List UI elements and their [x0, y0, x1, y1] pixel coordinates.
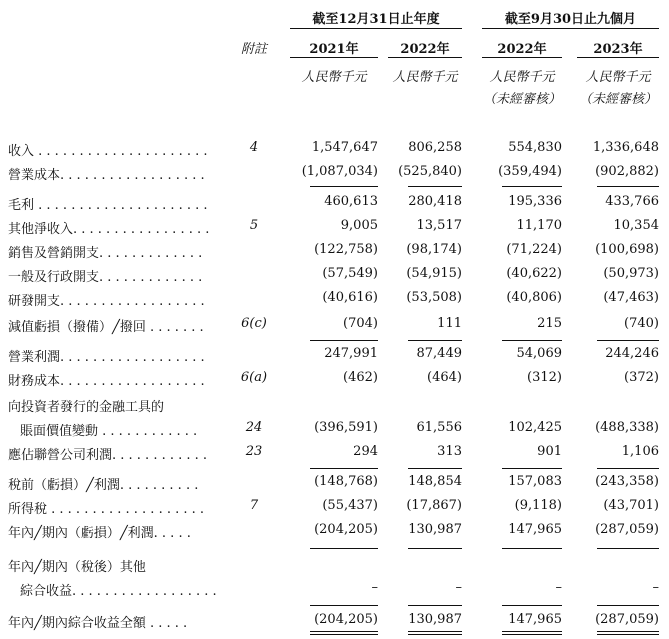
row-value: 1,336,648	[592, 140, 659, 155]
row-value: (50,973)	[603, 266, 659, 281]
double-rule	[310, 631, 378, 632]
row-label: 其他淨收入. . . . . . . . . . . . . . . . .	[8, 222, 210, 237]
subtotal-rule	[408, 340, 462, 341]
group1-rule	[290, 28, 462, 29]
row-value: (396,591)	[314, 420, 378, 435]
row-value: –	[371, 580, 378, 595]
year-header-4: 2023年	[593, 42, 643, 57]
row-note: 24	[245, 420, 263, 435]
row-value: (359,494)	[498, 164, 562, 179]
subtotal-rule	[408, 468, 462, 469]
row-note: 6(c)	[241, 316, 267, 331]
subtotal-rule	[408, 186, 462, 187]
subtotal-rule	[310, 468, 378, 469]
row-value: (98,174)	[406, 242, 462, 257]
year-rule-4	[577, 57, 659, 58]
row-value: (204,205)	[314, 612, 378, 627]
row-value: 9,005	[340, 218, 378, 233]
row-label: 營業成本. . . . . . . . . . . . . . . . . .	[8, 168, 205, 183]
row-value: (287,059)	[595, 612, 659, 627]
row-note: 4	[249, 140, 259, 155]
subtotal-rule	[502, 340, 562, 341]
row-value: 61,556	[416, 420, 462, 435]
row-label: 毛利 . . . . . . . . . . . . . . . . . . . . .	[8, 198, 208, 213]
row-value: (287,059)	[595, 522, 659, 537]
row-value: 313	[437, 444, 462, 459]
row-label: 稅前（虧損）╱利潤. . . . . . . . . .	[8, 478, 199, 493]
row-value: (525,840)	[398, 164, 462, 179]
row-value: 147,965	[508, 612, 562, 627]
subtotal-rule	[310, 186, 378, 187]
row-value: 244,246	[605, 346, 659, 361]
row-value: 87,449	[416, 346, 462, 361]
row-value: 901	[537, 444, 562, 459]
row-value: 157,083	[508, 474, 562, 489]
row-value: (122,758)	[314, 242, 378, 257]
row-value: 1,106	[621, 444, 659, 459]
row-value: 247,991	[324, 346, 378, 361]
subtotal-rule	[597, 340, 659, 341]
unit-header-2: 人民幣千元	[392, 70, 458, 85]
row-value: (243,358)	[595, 474, 659, 489]
column-group-nine-months: 截至9月30日止九個月	[504, 12, 637, 27]
row-value: 147,965	[508, 522, 562, 537]
subtotal-rule	[502, 605, 562, 606]
row-value: 130,987	[408, 612, 462, 627]
row-label: 銷售及營銷開支. . . . . . . . . . . . .	[8, 246, 203, 261]
row-value: (17,867)	[406, 498, 462, 513]
row-note: 23	[245, 444, 263, 459]
row-value: (148,768)	[314, 474, 378, 489]
row-value: (43,701)	[603, 498, 659, 513]
row-value: 148,854	[408, 474, 462, 489]
row-value: (9,118)	[514, 498, 562, 513]
row-value: 102,425	[508, 420, 562, 435]
row-value: (372)	[624, 370, 659, 385]
row-value: (40,616)	[322, 290, 378, 305]
double-rule	[502, 634, 562, 635]
subtotal-rule	[597, 468, 659, 469]
row-label: 應佔聯營公司利潤. . . . . . . . . . . .	[8, 448, 208, 463]
row-label: 賬面價值變動 . . . . . . . . . . . .	[20, 424, 198, 439]
row-value: –	[555, 580, 562, 595]
row-label: 研發開支. . . . . . . . . . . . . . . . . .	[8, 294, 205, 309]
unaudited-header-3: （未經審核）	[482, 92, 561, 107]
year-rule-2	[388, 57, 462, 58]
row-value: (1,087,034)	[301, 164, 378, 179]
row-note: 6(a)	[240, 370, 268, 385]
unaudited-header-4: （未經審核）	[578, 92, 657, 107]
subtotal-rule	[502, 468, 562, 469]
row-value: (312)	[527, 370, 562, 385]
row-label: 營業利潤. . . . . . . . . . . . . . . . . .	[8, 350, 205, 365]
row-value: 111	[437, 316, 462, 331]
row-value: (100,698)	[595, 242, 659, 257]
row-label: 所得稅 . . . . . . . . . . . . . . . . . . .	[8, 502, 205, 517]
row-value: (40,806)	[506, 290, 562, 305]
row-value: 11,170	[516, 218, 562, 233]
row-note: 5	[249, 218, 259, 233]
row-value: 294	[353, 444, 378, 459]
year-header-2: 2022年	[400, 42, 450, 57]
double-rule	[310, 634, 378, 635]
row-value: –	[652, 580, 659, 595]
row-value: 215	[537, 316, 562, 331]
row-value: 130,987	[408, 522, 462, 537]
unit-header-3: 人民幣千元	[489, 70, 555, 85]
double-rule	[597, 634, 659, 635]
unit-header-4: 人民幣千元	[585, 70, 651, 85]
row-value: 10,354	[613, 218, 659, 233]
row-value: (902,882)	[595, 164, 659, 179]
row-label: 財務成本. . . . . . . . . . . . . . . . . .	[8, 374, 205, 389]
subtotal-rule	[502, 186, 562, 187]
row-value: (57,549)	[322, 266, 378, 281]
double-rule	[597, 631, 659, 632]
row-note: 7	[249, 498, 259, 513]
row-value: (71,224)	[506, 242, 562, 257]
row-value: (488,338)	[595, 420, 659, 435]
year-rule-1	[290, 57, 378, 58]
subtotal-rule	[310, 548, 378, 549]
row-label: 年內╱期內（稅後）其他	[8, 560, 146, 575]
row-label: 綜合收益. . . . . . . . . . . . . . . . . .	[20, 584, 217, 599]
row-value: (47,463)	[603, 290, 659, 305]
row-label: 向投資者發行的金融工具的	[8, 400, 165, 415]
year-header-1: 2021年	[309, 42, 359, 57]
row-label: 一般及行政開支. . . . . . . . . . . . .	[8, 270, 203, 285]
note-column-header: 附註	[240, 42, 267, 57]
row-value: 460,613	[324, 194, 378, 209]
subtotal-rule	[310, 340, 378, 341]
row-value: 13,517	[416, 218, 462, 233]
row-value: 806,258	[408, 140, 462, 155]
row-label: 年內╱期內綜合收益全額 . . . . .	[8, 616, 188, 631]
row-label: 年內╱期內（虧損）╱利潤. . . . .	[8, 526, 191, 541]
row-value: (40,622)	[506, 266, 562, 281]
row-value: (55,437)	[322, 498, 378, 513]
row-value: 1,547,647	[311, 140, 378, 155]
subtotal-rule	[597, 605, 659, 606]
row-value: 280,418	[408, 194, 462, 209]
row-value: (54,915)	[406, 266, 462, 281]
row-value: 554,830	[508, 140, 562, 155]
subtotal-rule	[597, 186, 659, 187]
double-rule	[502, 631, 562, 632]
unit-header-1: 人民幣千元	[301, 70, 367, 85]
year-rule-3	[482, 57, 562, 58]
row-value: 195,336	[508, 194, 562, 209]
row-value: (204,205)	[314, 522, 378, 537]
row-value: (53,508)	[406, 290, 462, 305]
group2-rule	[482, 28, 659, 29]
row-value: (462)	[343, 370, 378, 385]
row-value: –	[455, 580, 462, 595]
subtotal-rule	[502, 548, 562, 549]
subtotal-rule	[597, 548, 659, 549]
row-value: (704)	[343, 316, 378, 331]
year-header-3: 2022年	[497, 42, 547, 57]
subtotal-rule	[408, 548, 462, 549]
row-label: 收入 . . . . . . . . . . . . . . . . . . . . .	[8, 144, 208, 159]
subtotal-rule	[310, 605, 378, 606]
row-value: 433,766	[605, 194, 659, 209]
column-group-year-ended: 截至12月31日止年度	[312, 12, 440, 27]
subtotal-rule	[408, 605, 462, 606]
double-rule	[408, 631, 462, 632]
row-value: 54,069	[516, 346, 562, 361]
double-rule	[408, 634, 462, 635]
row-value: (740)	[624, 316, 659, 331]
row-value: (464)	[427, 370, 462, 385]
row-label: 減值虧損（撥備）╱撥回 . . . . . . .	[8, 320, 204, 335]
